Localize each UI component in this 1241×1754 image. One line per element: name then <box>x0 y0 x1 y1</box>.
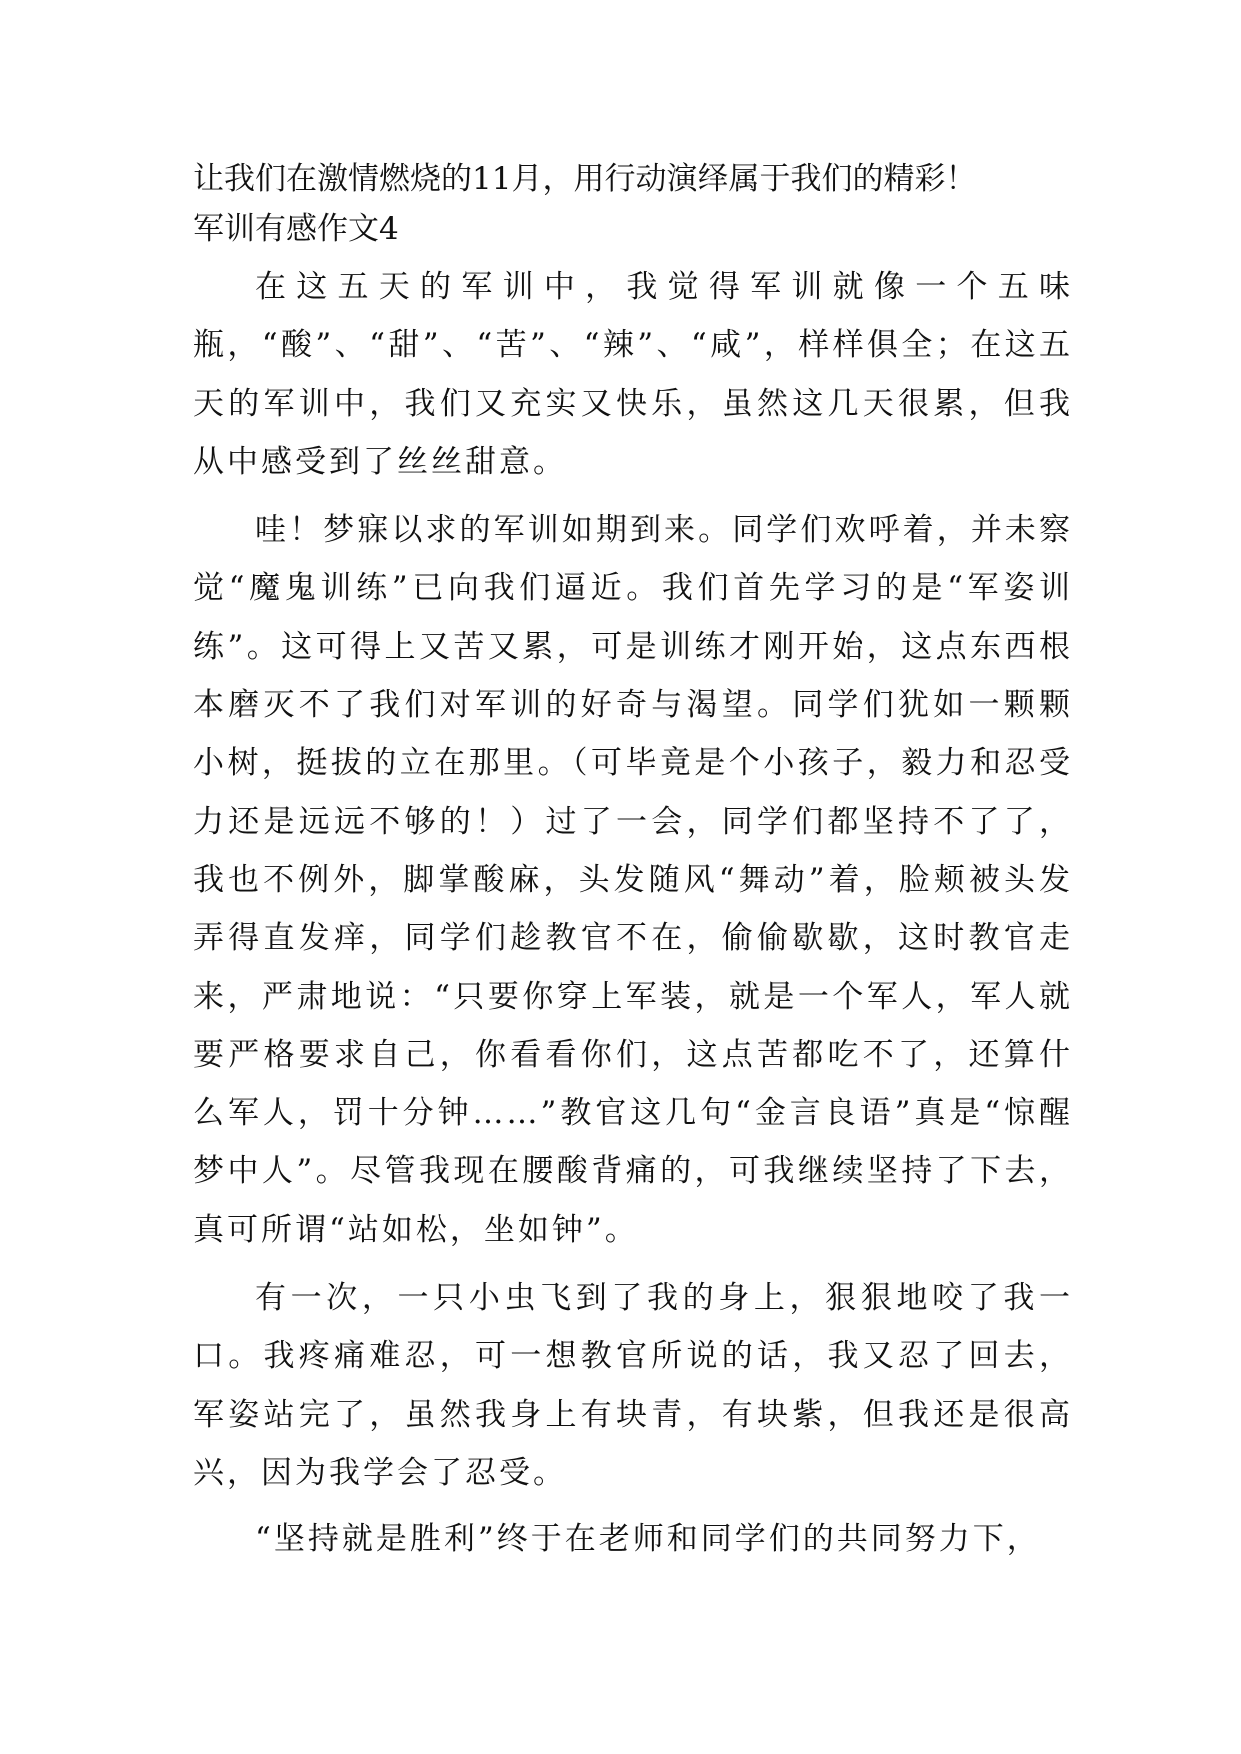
document-page <box>193 160 1073 1569</box>
paragraph-1: 在这五天的军训中，我觉得军训就像一个五味瓶，“酸”、“甜”、“苦”、“辣”、“咸”，样样俱全；在这五天的军训中，我们又充实又快乐，虽然这几天很累，但我从中感受到了丝丝甜意。 <box>193 269 1073 480</box>
essay-title: 军训有感作文4 <box>193 211 399 247</box>
paragraph-2: 哇！梦寐以求的军训如期到来。同学们欢呼着，并未察觉“魔鬼训练”已向我们逼近。我们首先学习的是“军姿训练”。这可得上又苦又累，可是训练才刚开始，这点东西根本磨灭不了我们对军训的好奇与渴望。同学们犹如一颗颗小树，挺拔的立在那里。（可毕竟是个小孩子，毅力和忍受力还是远远不够的！）过了一会，同学们都坚持不了了，我也不例外，脚掌酸麻，头发随风“舞动”着，脸颊被头发弄得直发痒，同学们趁教官不在，偷偷歇歇，这时教官走来，严肃地说：“只要你穿上军装，就是一个军人，军人就要严格要求自己，你看看你们，这点苦都吃不了，还算什么军人，罚十分钟……”教官这几句“金言良语”真是“惊醒梦中人”。尽管我现在腰酸背痛的，可我继续坚持了下去，真可所谓“站如松，坐如钟”。 <box>193 512 1073 1248</box>
paragraph-3: 有一次，一只小虫飞到了我的身上，狠狠地咬了我一口。我疼痛难忍，可一想教官所说的话，我又忍了回去，军姿站完了，虽然我身上有块青，有块紫，但我还是很高兴，因为我学会了忍受。 <box>193 1280 1073 1491</box>
paragraph-4: “坚持就是胜利”终于在老师和同学们的共同努力下， <box>255 1521 1041 1558</box>
intro-line: 让我们在激情燃烧的11月，用行动演绎属于我们的精彩！ <box>193 161 977 197</box>
